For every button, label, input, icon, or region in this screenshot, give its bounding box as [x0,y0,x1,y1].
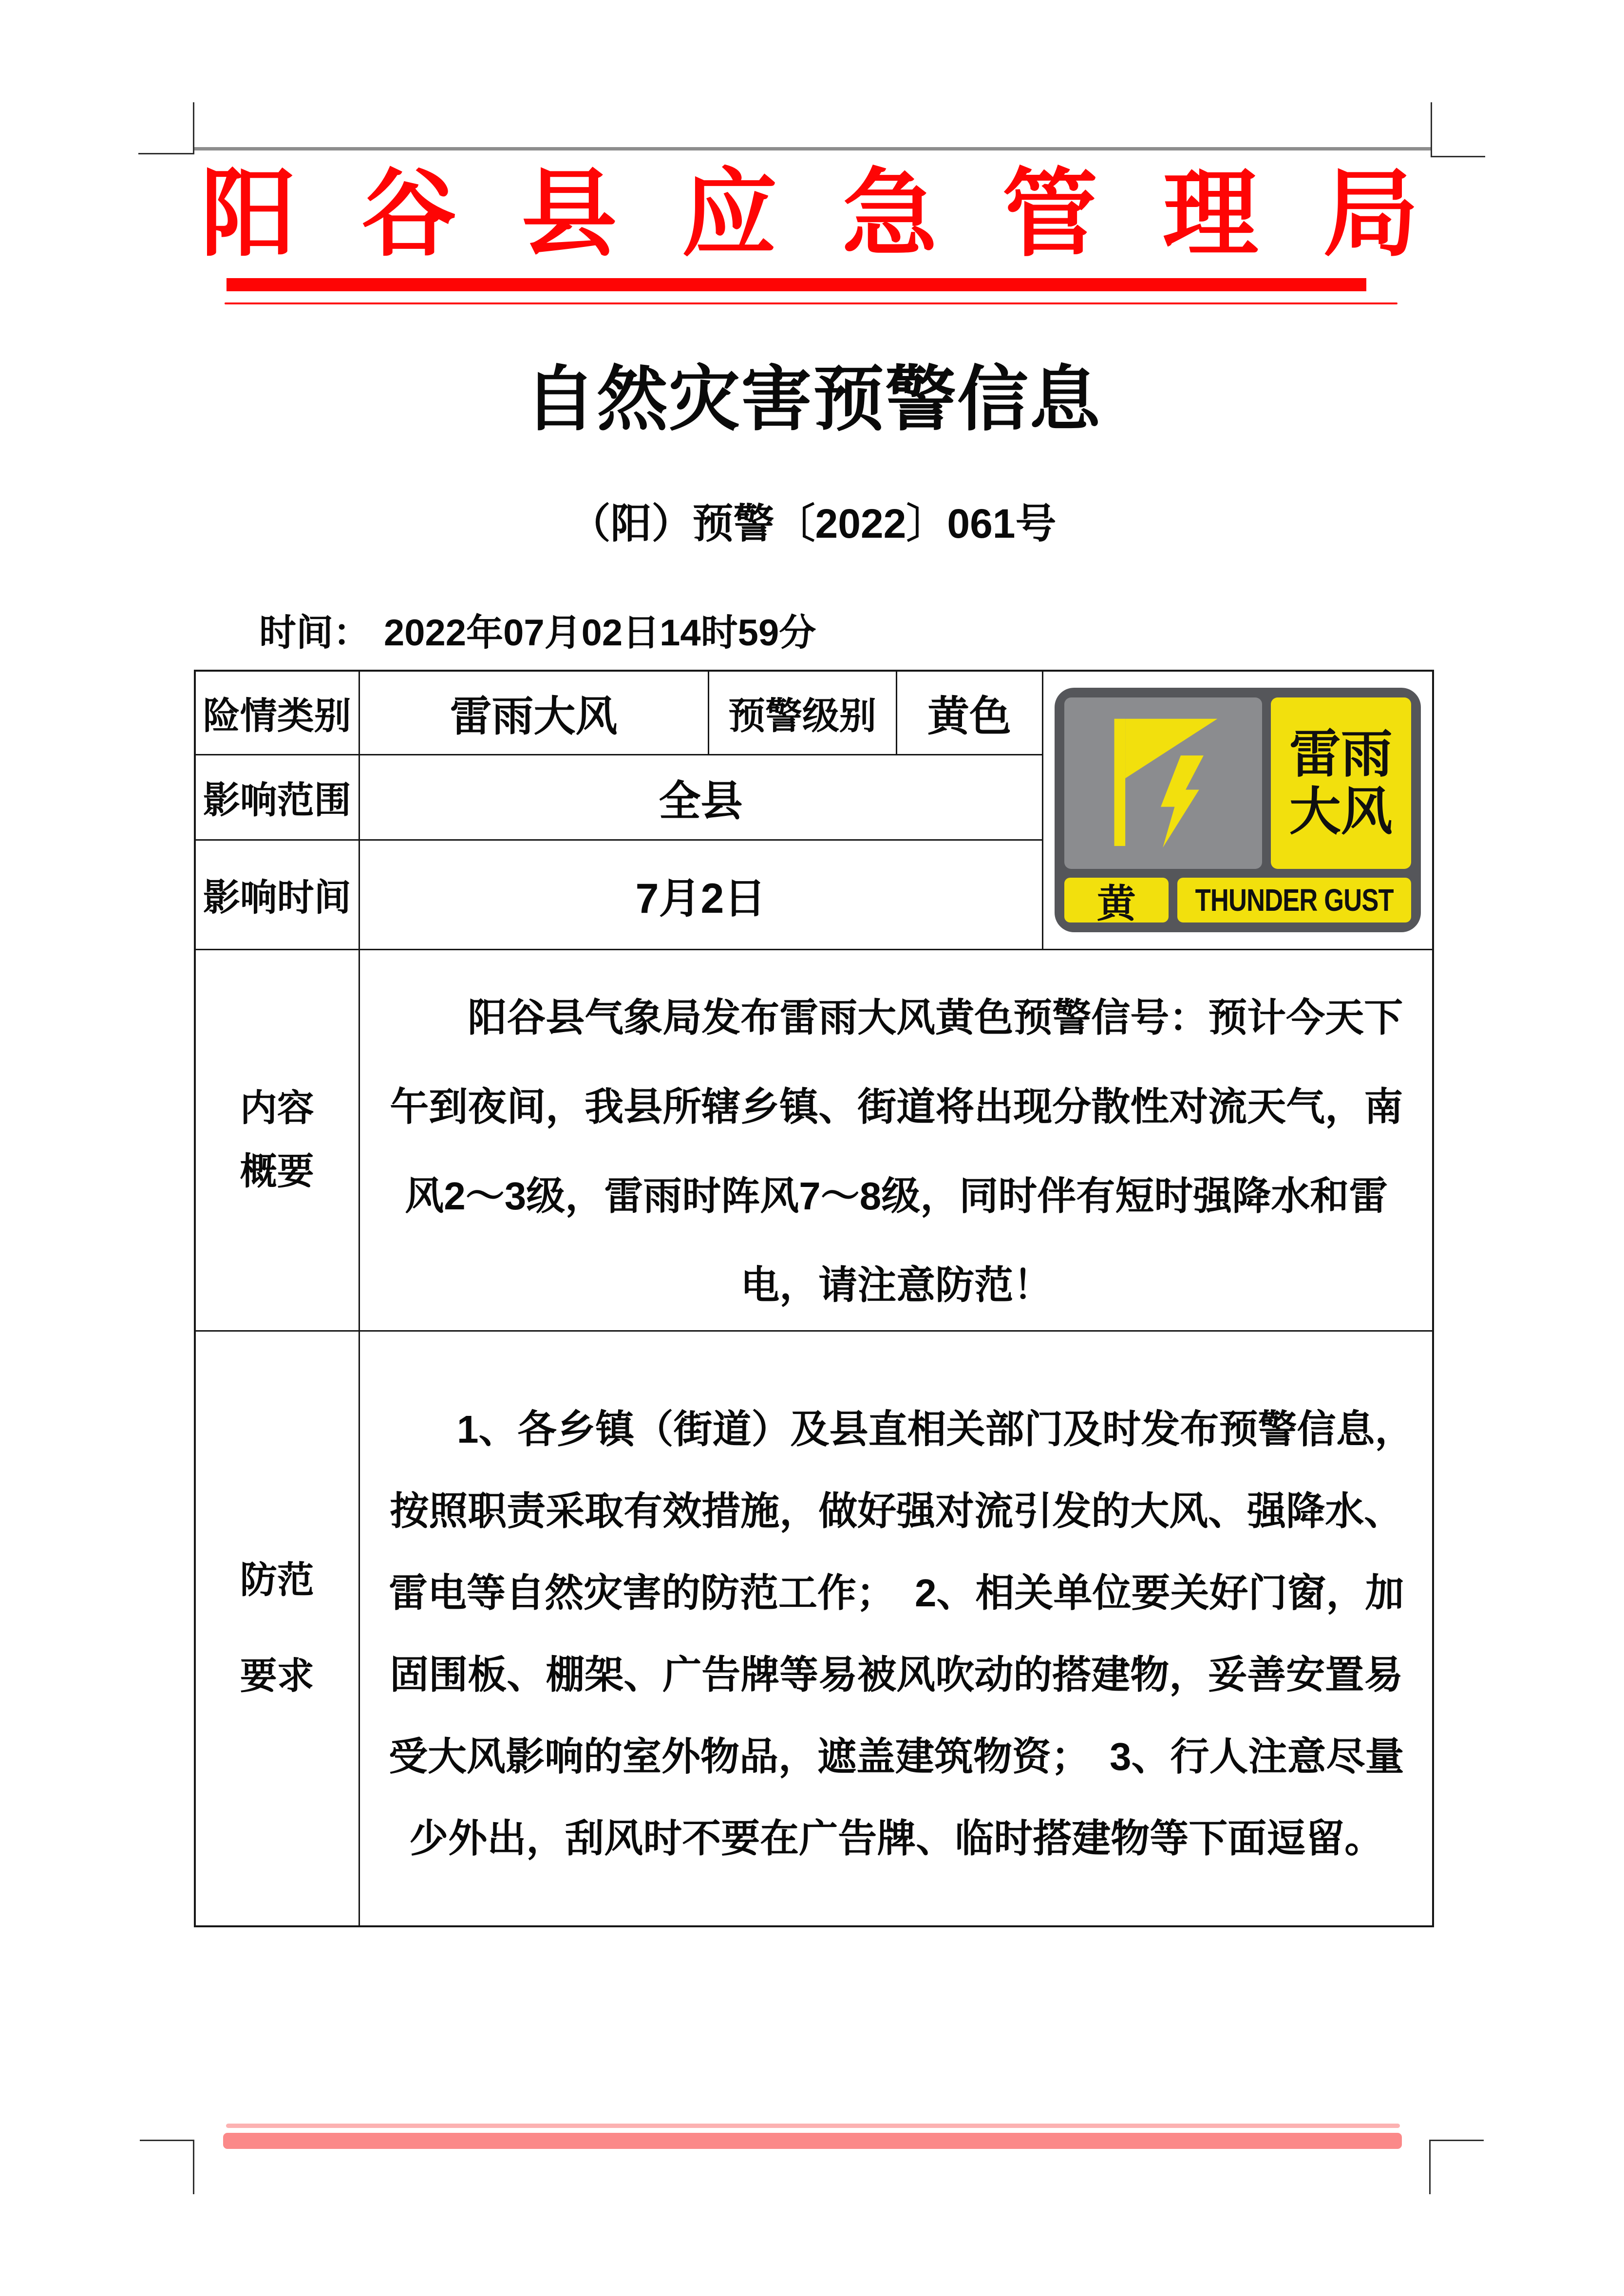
agency-char: 管 [1002,161,1098,267]
sign-flag-panel [1064,697,1262,869]
crop-mark-bottom-left-vertical [193,2140,194,2194]
measures-label [195,1331,359,1926]
thunder-gust-warning-sign [1055,688,1421,932]
footer-pink-line [226,2124,1400,2128]
summary-label-line2: 概要 [240,1150,314,1192]
issue-time-label: 时间： [259,612,370,654]
agency-char: 局 [1322,161,1418,267]
red-divider-thick [227,278,1366,291]
summary-label-lines [196,1077,359,1203]
doc-number: （阳）预警〔2022〕061号 [569,501,1057,546]
hazard-type-label: 险情类别 [195,671,359,754]
sign-name-panel [1271,697,1411,869]
summary-label [195,949,359,1331]
hazard-type-value: 雷雨大风 [359,671,708,754]
crop-mark-top-right-vertical [1431,102,1432,157]
footer-pink-bar [223,2133,1402,2149]
agency-char: 县 [521,161,617,267]
crop-mark-bottom-left-horizontal [140,2140,194,2141]
measures-label-line1: 防范 [240,1559,314,1601]
sign-bottom-row [1064,878,1411,925]
sign-name-line2: 大风 [1289,783,1393,841]
crop-mark-top-left-vertical [193,102,194,154]
agency-char: 阳 [201,161,297,267]
table-row-summary [195,949,1433,1331]
red-divider-thin [225,302,1397,304]
sign-english-panel [1177,878,1411,922]
warning-level-value: 黄色 [896,671,1042,754]
scope-label: 影响范围 [195,754,359,840]
agency-char: 急 [842,161,938,267]
crop-mark-top-left-horizontal [138,153,194,154]
page-title: 自然灾害预警信息 [525,359,1101,439]
sign-level-badge: 黄 [1064,878,1169,922]
warning-info-table [194,670,1434,1927]
warning-sign-cell [1042,671,1433,949]
table-row-measures [195,1331,1433,1926]
agency-char: 应 [681,161,777,267]
warning-level-label: 预警级别 [708,671,896,754]
crop-mark-bottom-right-horizontal [1429,2140,1484,2141]
crop-mark-bottom-right-vertical [1429,2140,1431,2194]
agency-char: 谷 [361,161,457,267]
summary-cell [359,949,1433,1331]
period-value: 7月2日 [359,840,1042,949]
table-row-hazard [195,671,1433,754]
thunder-gust-flag-icon [1076,706,1251,860]
measures-label-lines [196,1532,359,1725]
agency-char: 理 [1162,161,1258,267]
scope-value: 全县 [359,754,1042,840]
sign-english-text: THUNDER GUST [1195,883,1394,918]
summary-label-line1: 内容 [240,1088,314,1129]
top-gray-rule [194,147,1431,151]
measures-cell [359,1331,1433,1926]
issue-time [259,603,816,656]
measures-label-line2: 要求 [240,1656,314,1697]
measures-text: 1、各乡镇（街道）及县直相关部门及时发布预警信息，按照职责采取有效措施，做好强对流引发的大风、强降水、雷电等自然灾害的防范工作； 2、相关单位要关好门窗，加固围板、棚架、广告牌等易被风吹动的搭建物，妥善安置易受大风影响的室外物品，遮盖建筑物资； 3、行人注意尽量少外出，刮风时不要在广告牌、临时搭建物等下面逗留。 [389,1408,1414,1861]
issue-time-value: 2022年07月02日14时59分 [384,612,816,654]
sign-name-line1: 雷雨 [1289,725,1393,783]
sign-top-row [1064,697,1411,869]
summary-text: 阳谷县气象局发布雷雨大风黄色预警信号：预计今天下午到夜间，我县所辖乡镇、街道将出现分散性对流天气，南风2～3级，雷雨时阵风7～8级，同时伴有短时强降水和雷电，请注意防范！ [390,996,1403,1307]
period-label: 影响时间 [195,840,359,949]
crop-mark-top-right-horizontal [1431,156,1485,157]
agency-title [201,161,1418,267]
